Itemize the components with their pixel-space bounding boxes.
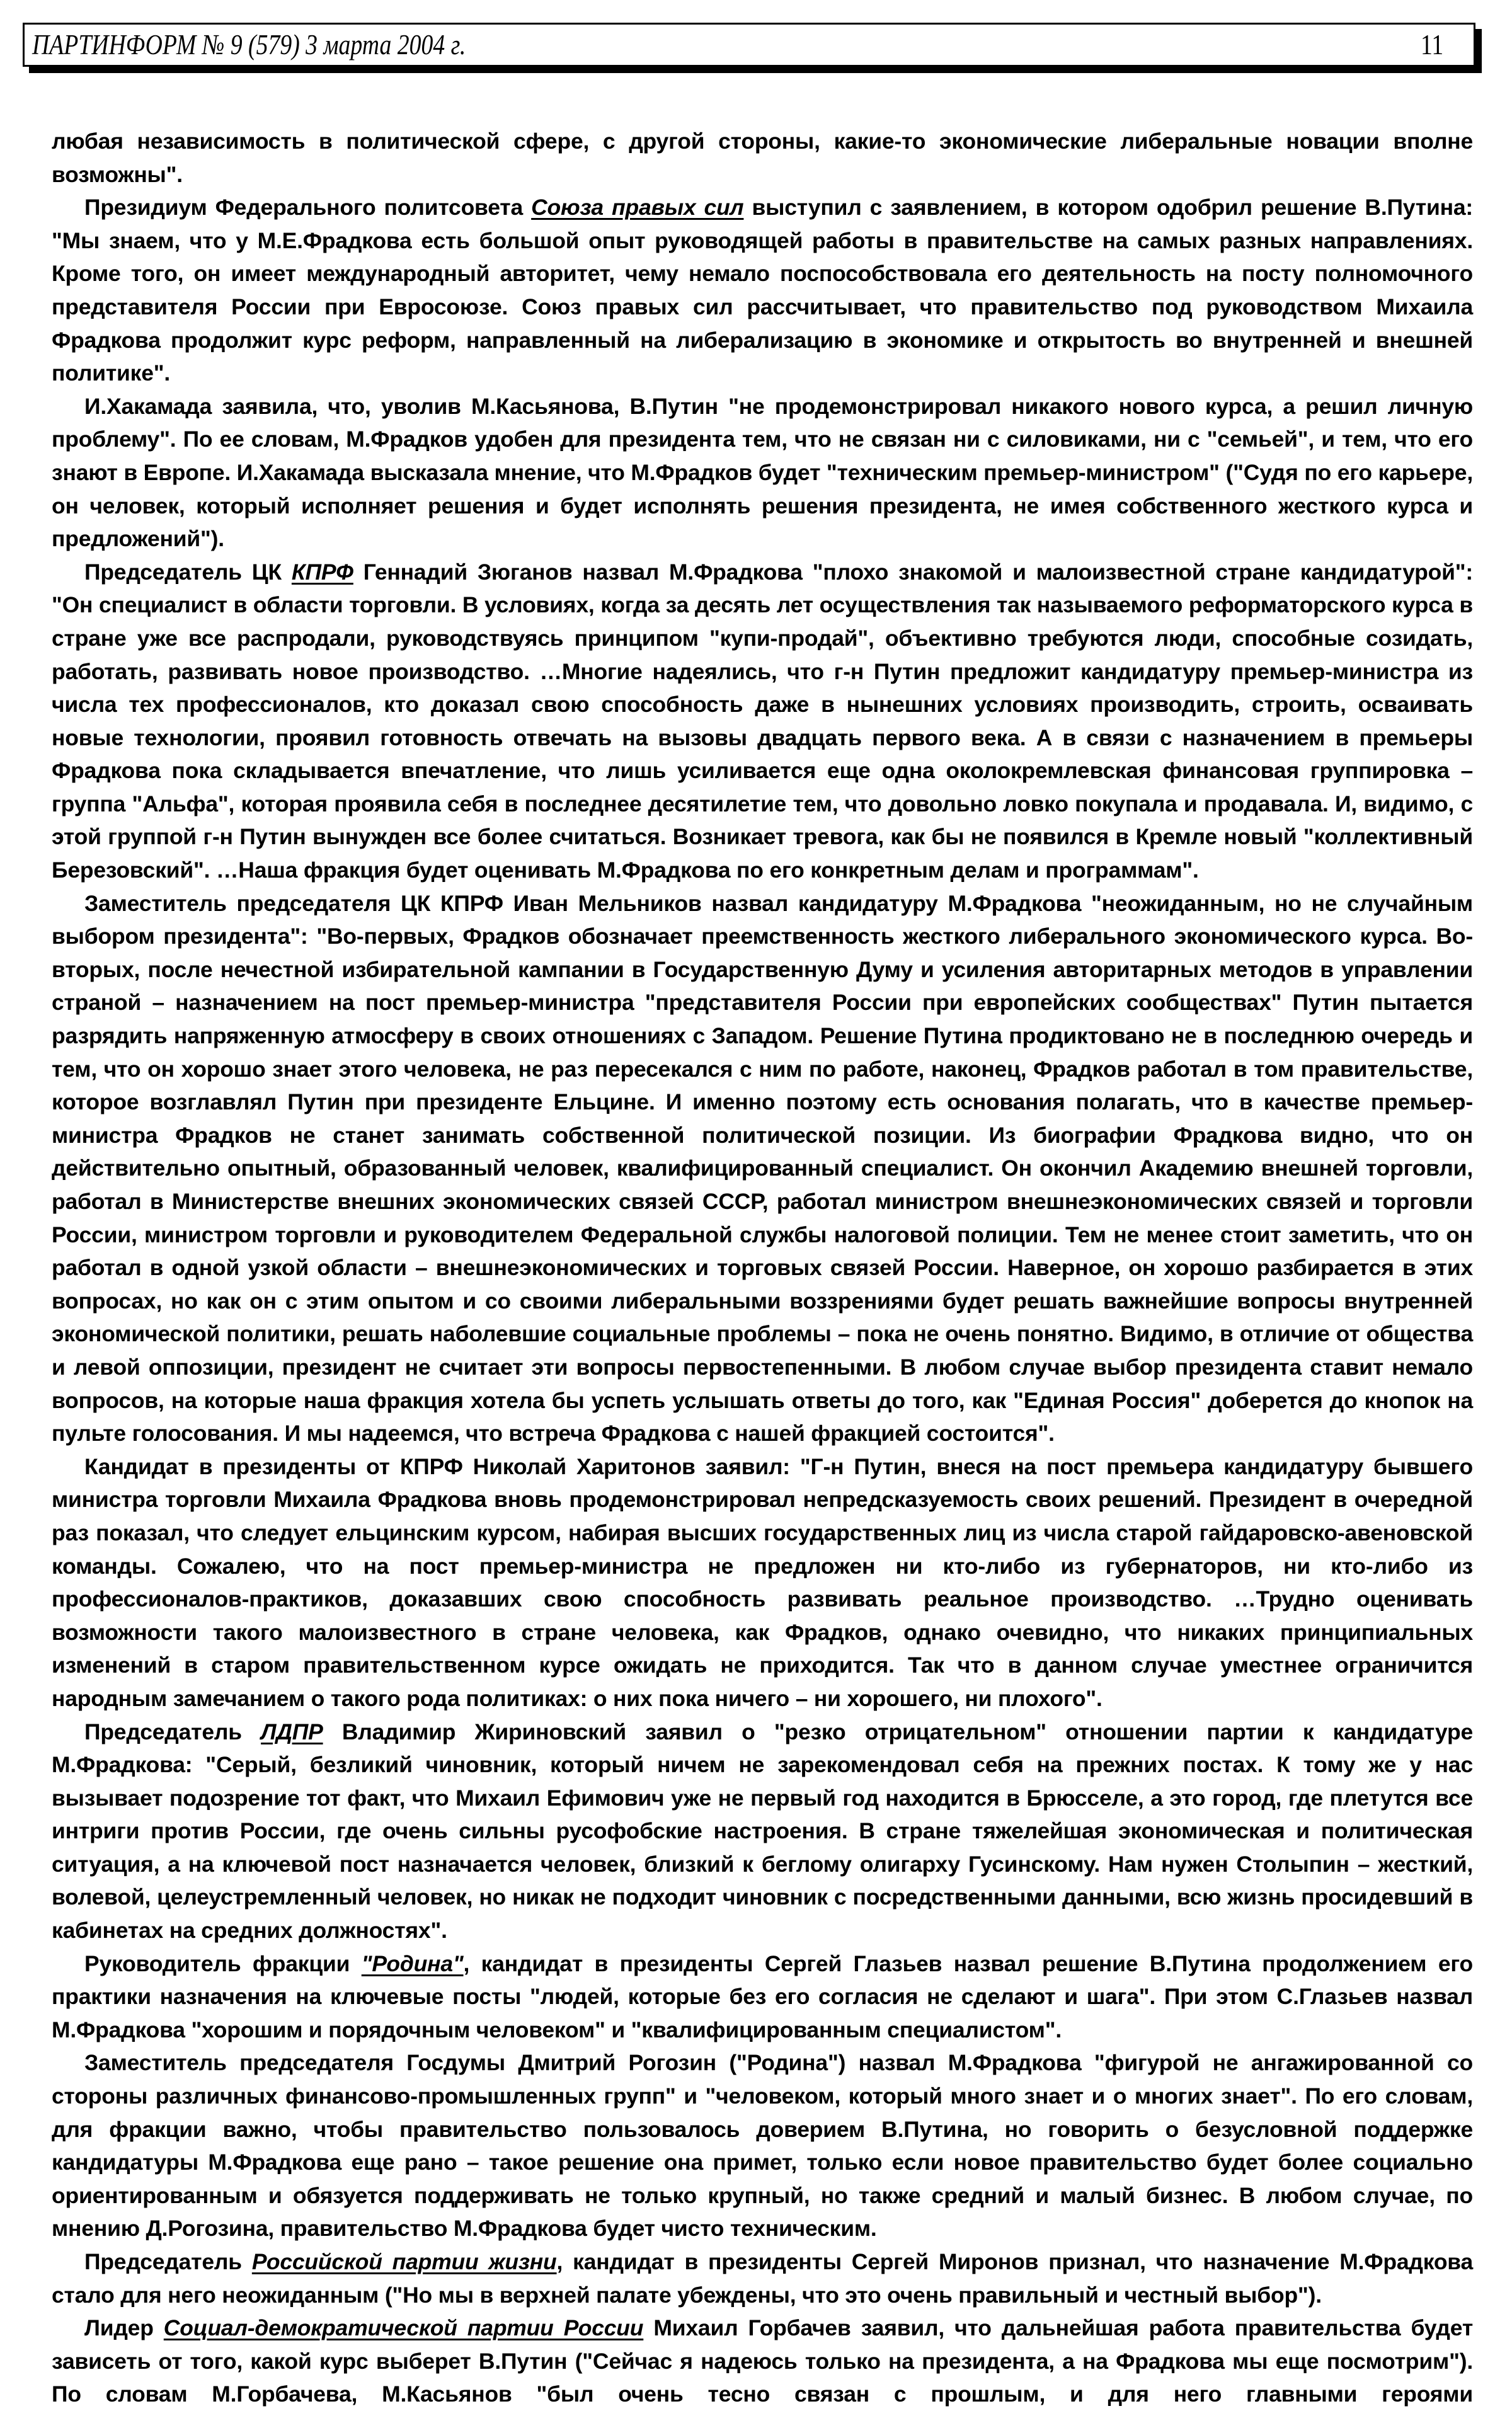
paragraph-text: И.Хакамада заявила, что, уволив М.Касьянова, В.Путин "не продемонстрировал никакого нового курса, а решил личную проблему". По ее словам, М.Фрадков удобен для президента тем, что не связан ни с силовиками, ни с "семьей", и тем, что его знают в Европе. И.Хакамада высказала мнение, что М.Фрадков будет "техническим премьер-министром" ("Судя по его карьере, он человек, который исполняет решения и будет исполнять решения президента, не имея собственного жесткого курса и предложений"). [52,393,1473,552]
paragraph-text: Президиум Федерального политсовета [84,195,532,220]
paragraph-text: любая независимость в политической сфере, с другой стороны, какие-то экономические либеральные новации вполне возможны". [52,129,1473,187]
paragraph [52,1947,1473,2047]
paragraph-text: Лидер [84,2315,164,2341]
paragraph-text: Председатель [84,1719,261,1744]
paragraph-text: Председатель [84,2249,252,2274]
paragraph-text: , кандидат в президенты Сергей Миронов признал, что назначение М.Фрадкова стало для него неожиданным ("Но мы в верхней палате убеждены, что это очень правильный и честный выбор"). [52,2249,1473,2308]
publication-title: ПАРТИНФОРМ № 9 (579) 3 марта 2004 г. [32,28,466,60]
paragraph [52,1450,1473,1715]
paragraph [52,2245,1473,2311]
party-link[interactable]: ЛДПР [261,1719,323,1744]
paragraph-text: Владимир Жириновский заявил о "резко отрицательном" отношении партии к кандидатуре М.Фрадкова: "Серый, безликий чиновник, который ничем не зарекомендовал себя на прежних постах. К тому же у нас вызывает подозрение тот факт, что Михаил Ефимович уже не первый год находится в Брюсселе, а это город, где плетутся все интриги против России, где очень сильны русофобские настроения. В стране тяжелейшая экономическая и политическая ситуация, а на ключевой пост назначается человек, близкий к беглому олигарху Гусинскому. Нам нужен Столыпин – жесткий, волевой, целеустремленный человек, но никак не подходит чиновник с посредственными данными, всю жизнь просидевший в кабинетах на средних должностях". [52,1719,1474,1944]
paragraph-text: , кандидат в президенты Сергей Глазьев назвал решение В.Путина продолжением его практики назначения на ключевые посты "людей, которые без его согласия не сделают и шага". При этом С.Глазьев назвал М.Фрадкова "хорошим и порядочным человеком" и "квалифицированным специалистом". [52,1950,1473,2042]
party-link[interactable]: "Родина" [361,1950,464,1976]
page-number: 11 [1420,28,1443,60]
party-link[interactable]: КПРФ [291,559,353,585]
page-header [23,23,1475,67]
paragraph [52,125,1473,191]
paragraph [52,1715,1473,1947]
paragraph-text: Заместитель председателя Госдумы Дмитрий Рогозин ("Родина") назвал М.Фрадкова "фигурой не ангажированной со стороны различных финансово-промышленных групп" и "человеком, который много знает и о многих знает". По его словам, для фракции важно, чтобы правительство пользовалось доверием В.Путина, но говорить о безусловной поддержке кандидатуры М.Фрадкова еще рано – такое решение она примет, только если новое правительство будет более социально ориентированным и обязуется поддерживать не только крупный, но также средний и малый бизнес. В любом случае, по мнению Д.Рогозина, правительство М.Фрадкова будет чисто техническим. [52,2050,1473,2242]
paragraph-text: Председатель ЦК [84,559,292,585]
paragraph [52,887,1473,1450]
paragraph [52,2311,1473,2411]
paragraph-text: Заместитель председателя ЦК КПРФ Иван Мельников назвал кандидатуру М.Фрадкова "неожиданным, но не случайным выбором президента": "Во-первых, Фрадков обозначает преемственность жесткого либерального экономического курса. Во-вторых, после нечестной избирательной кампании в Государственную Думу и усиления авторитарных методов в управлении страной – назначением на пост премьер-министра "представителя России при европейских сообществах" Путин пытается разрядить напряженную атмосферу в своих отношениях с Западом. Решение Путина продиктовано не в последнюю очередь и тем, что он хорошо знает этого человека, не раз пересекался с ним по работе, наконец, Фрадков работал в том правительстве, которое возглавлял Путин при президенте Ельцине. И именно поэтому есть основания полагать, что в качестве премьер-министра Фрадков не станет занимать собственной политической позиции. Из биографии Фрадкова видно, что он действительно опытный, образованный человек, квалифицированный специалист. Он окончил Академию внешней торговли, работал в Министерстве внешних экономических связей СССР, работал министром внешнеэкономических связей и торговли России, министром торговли и руководителем Федеральной службы налоговой полиции. Тем не менее стоит заметить, что он работал в одной узкой области – внешнеэкономических и торговых связей России. Наверное, он хорошо разбирается в этих вопросах, но как он с этим опытом и со своими либеральными воззрениями будет решать важнейшие вопросы внутренней экономической политики, решать наболевшие социальные проблемы – пока не очень понятно. Видимо, в отличие от общества и левой оппозиции, президент не считает эти вопросы первостепенными. В любом случае выбор президента ставит немало вопросов, на которые наша фракция хотела бы успеть услышать ответы до того, как "Единая Россия" доберется до кнопок на пульте голосования. И мы надеемся, что встреча Фрадкова с нашей фракцией состоится". [52,890,1473,1446]
paragraph [52,556,1473,887]
paragraph-text: Геннадий Зюганов назвал М.Фрадкова "плохо знакомой и малоизвестной стране кандидатурой": "Он специалист в области торговли. В условиях, когда за десять лет осуществления так называемого реформаторского курса в стране уже все распродали, руководствуясь принципом "купи-продай", объективно требуются люди, способные созидать, работать, развивать новое производство. …Многие надеялись, что г-н Путин предложит кандидатуру премьер-министра из числа тех профессионалов, кто доказал свою способность даже в нынешних условиях производить, строить, осваивать новые технологии, проявил готовность отвечать на вызовы двадцать первого века. А в связи с назначением в премьеры Фрадкова пока складывается впечатление, что лишь усиливается еще одна околокремлевская финансовая группировка – группа "Альфа", которая проявила себя в последнее десятилетие тем, что довольно ловко покупала и продавала. И, видимо, с этой группой г-н Путин вынужден все более считаться. Возникает тревога, как бы не появился в Кремле новый "коллективный Березовский". …Наша фракция будет оценивать М.Фрадкова по его конкретным делам и программам". [52,559,1473,883]
paragraph-text: выступил с заявлением, в котором одобрил решение В.Путина: "Мы знаем, что у М.Е.Фрадкова есть большой опыт руководящей работы в правительстве на самых разных направлениях. Кроме того, он имеет международный авторитет, чему немало поспособствовала его деятельность на посту полномочного представителя России при Евросоюзе. Союз правых сил рассчитывает, что правительство под руководством Михаила Фрадкова продолжит курс реформ, направленный на либерализацию в экономике и открытость во внутренней и внешней политике". [52,195,1474,386]
paragraph-text: Руководитель фракции [84,1950,362,1976]
paragraph-text: Кандидат в президенты от КПРФ Николай Харитонов заявил: "Г-н Путин, внеся на пост премьера кандидатуру бывшего министра торговли Михаила Фрадкова вновь продемонстрировал непредсказуемость своих решений. Президент в очередной раз показал, что следует ельцинским курсом, набирая высших государственных лиц из числа старой гайдаровско-авеновской команды. Сожалею, что на пост премьер-министра не предложен ни кто-либо из губернаторов, ни кто-либо из профессионалов-практиков, доказавших свою способность развивать реальное производство. …Трудно оценивать возможности такого малоизвестного в стране человека, как Фрадков, однако очевидно, что никаких принципиальных изменений в старом правительственном курсе ожидать не приходится. Так что в данном случае уместнее ограничится народным замечанием о такого рода политиках: о них пока ничего – ни хорошего, ни плохого". [52,1453,1473,1711]
article-body [52,125,1473,2411]
paragraph [52,2046,1473,2245]
paragraph [52,191,1473,390]
party-link[interactable]: Российской партии жизни [251,2249,557,2274]
party-link[interactable]: Союза правых сил [531,195,744,220]
party-link[interactable]: Социал-демократической партии России [163,2315,644,2341]
paragraph [52,390,1473,556]
paragraph-text: Михаил Горбачев заявил, что дальнейшая работа правительства будет зависеть от того, какой курс выберет В.Путин ("Сейчас я надеюсь только на президента, а на Фрадкова мы еще посмотрим"). По словам М.Горбачева, М.Касьянов "был очень тесно связан с прошлым, и для него главными героями [52,2315,1473,2407]
